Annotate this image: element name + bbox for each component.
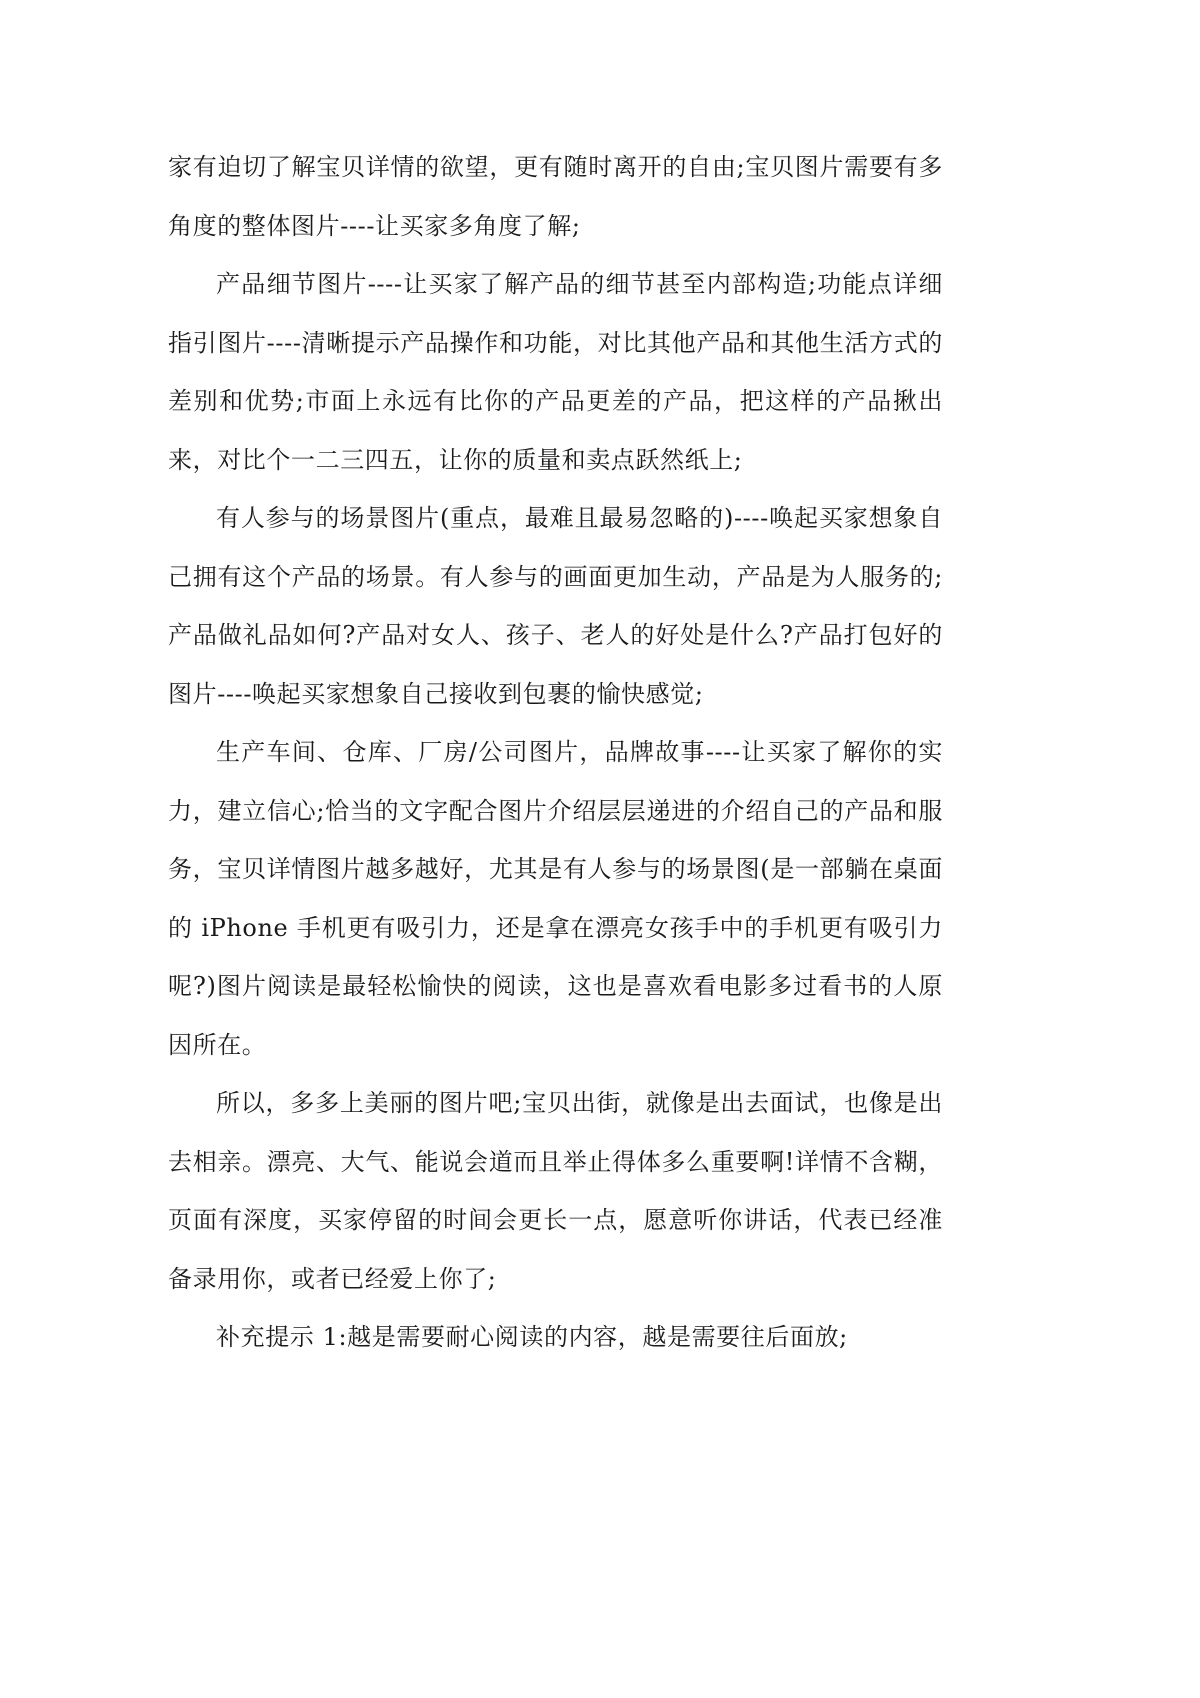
paragraph-factory-brand-images: 生产车间、仓库、厂房/公司图片，品牌故事----让买家了解你的实力，建立信心;恰当的文字配合图片介绍层层递进的介绍自己的产品和服务，宝贝详情图片越多越好，尤其是有人参与的场景图(是一部躺在桌面的 iPhone 手机更有吸引力，还是拿在漂亮女孩手中的手机更有吸引力呢?)图片阅读是最轻松愉快的阅读，这也是喜欢看电影多过看书的人原因所在。	[168, 738, 943, 1059]
document-page	[168, 138, 943, 1367]
paragraph-continuation: 家有迫切了解宝贝详情的欲望，更有随时离开的自由;宝贝图片需要有多角度的整体图片----让买家多角度了解;	[168, 153, 943, 240]
paragraph-product-detail-images: 产品细节图片----让买家了解产品的细节甚至内部构造;功能点详细指引图片----清晰提示产品操作和功能，对比其他产品和其他生活方式的差别和优势;市面上永远有比你的产品更差的产品，把这样的产品揪出来，对比个一二三四五，让你的质量和卖点跃然纸上;	[168, 270, 943, 474]
paragraph-scene-images: 有人参与的场景图片(重点，最难且最易忽略的)----唤起买家想象自己拥有这个产品的场景。有人参与的画面更加生动，产品是为人服务的;产品做礼品如何?产品对女人、孩子、老人的好处是什么?产品打包好的图片----唤起买家想象自己接收到包裹的愉快感觉;	[168, 504, 943, 708]
paragraph-supplementary-tip-1: 补充提示 1:越是需要耐心阅读的内容，越是需要往后面放;	[216, 1323, 848, 1351]
paragraph-conclusion: 所以，多多上美丽的图片吧;宝贝出街，就像是出去面试，也像是出去相亲。漂亮、大气、能说会道而且举止得体多么重要啊!详情不含糊，页面有深度，买家停留的时间会更长一点，愿意听你讲话，代表已经准备录用你，或者已经爱上你了;	[168, 1089, 943, 1293]
